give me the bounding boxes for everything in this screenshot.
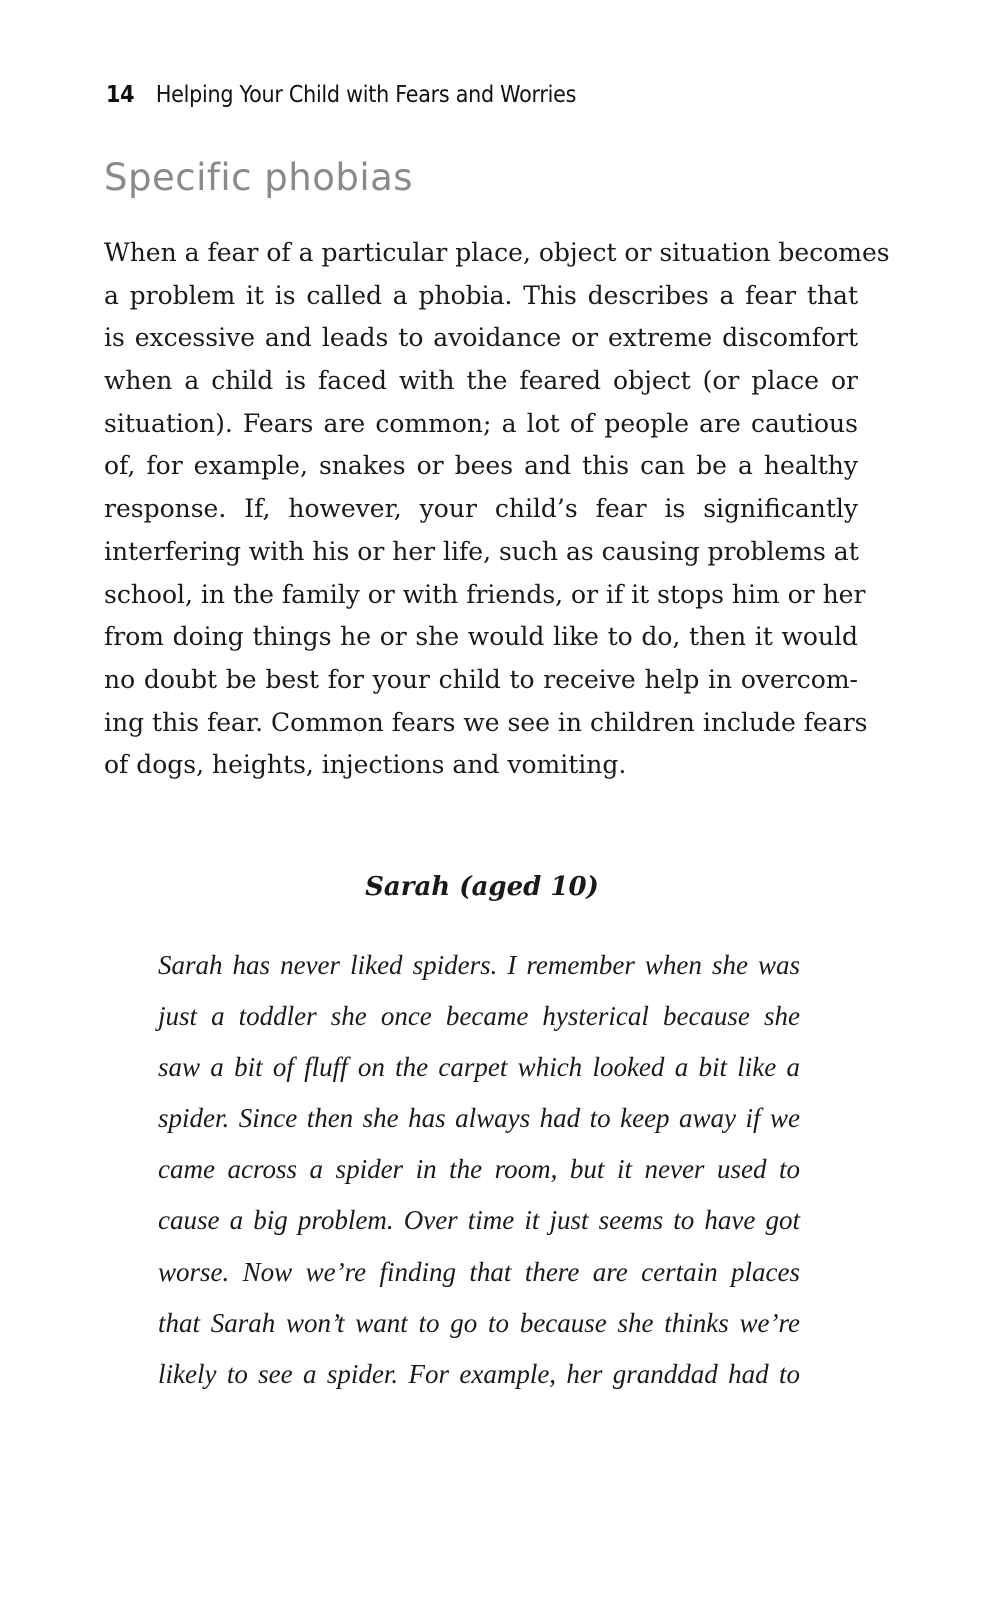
text-line: school, in the family or with friends, or if it stops him or her	[104, 579, 866, 609]
text-line: ing this fear. Common fears we see in children include fears	[104, 707, 868, 737]
text-line: a problem it is called a phobia. This describes a fear that	[104, 280, 858, 310]
text-line: just a toddler she once became hysterical because she	[158, 1001, 800, 1032]
text-line: of dogs, heights, injections and vomiting.	[104, 750, 627, 780]
running-header	[106, 82, 576, 108]
book-title: Helping Your Child with Fears and Worries	[155, 82, 577, 108]
text-line: cause a big problem. Over time it just seems to have got	[158, 1205, 800, 1236]
text-line: situation). Fears are common; a lot of people are cautious	[104, 408, 858, 438]
text-line: spider. Since then she has always had to keep away if we	[158, 1103, 800, 1134]
text-line: response. If, however, your child’s fear is significantly	[104, 494, 858, 524]
text-line: worse. Now we’re finding that there are certain places	[158, 1256, 800, 1287]
case-study-text	[158, 940, 800, 1400]
text-line: saw a bit of fluff on the carpet which looked a bit like a	[158, 1052, 800, 1083]
text-line: likely to see a spider. For example, her granddad had to	[158, 1358, 800, 1389]
text-line: interfering with his or her life, such as causing problems at	[104, 536, 859, 566]
text-line: from doing things he or she would like to do, then it would	[104, 622, 858, 652]
text-line: of, for example, snakes or bees and this can be a healthy	[104, 451, 858, 481]
text-line: came across a spider in the room, but it never used to	[158, 1154, 800, 1185]
text-line: Sarah has never liked spiders. I remember when she was	[158, 950, 800, 980]
body-paragraph	[104, 232, 890, 787]
text-line: When a fear of a particular place, object or situation becomes	[104, 238, 890, 267]
text-line: that Sarah won’t want to go to because she thinks we’re	[158, 1307, 800, 1338]
section-heading: Specific phobias	[104, 156, 414, 199]
text-line: no doubt be best for your child to receive help in overcom-	[104, 664, 858, 694]
case-study-title: Sarah (aged 10)	[365, 872, 599, 902]
text-line: is excessive and leads to avoidance or extreme discomfort	[104, 323, 858, 353]
page-number: 14	[106, 82, 135, 108]
text-line: when a child is faced with the feared object (or place or	[104, 366, 858, 396]
